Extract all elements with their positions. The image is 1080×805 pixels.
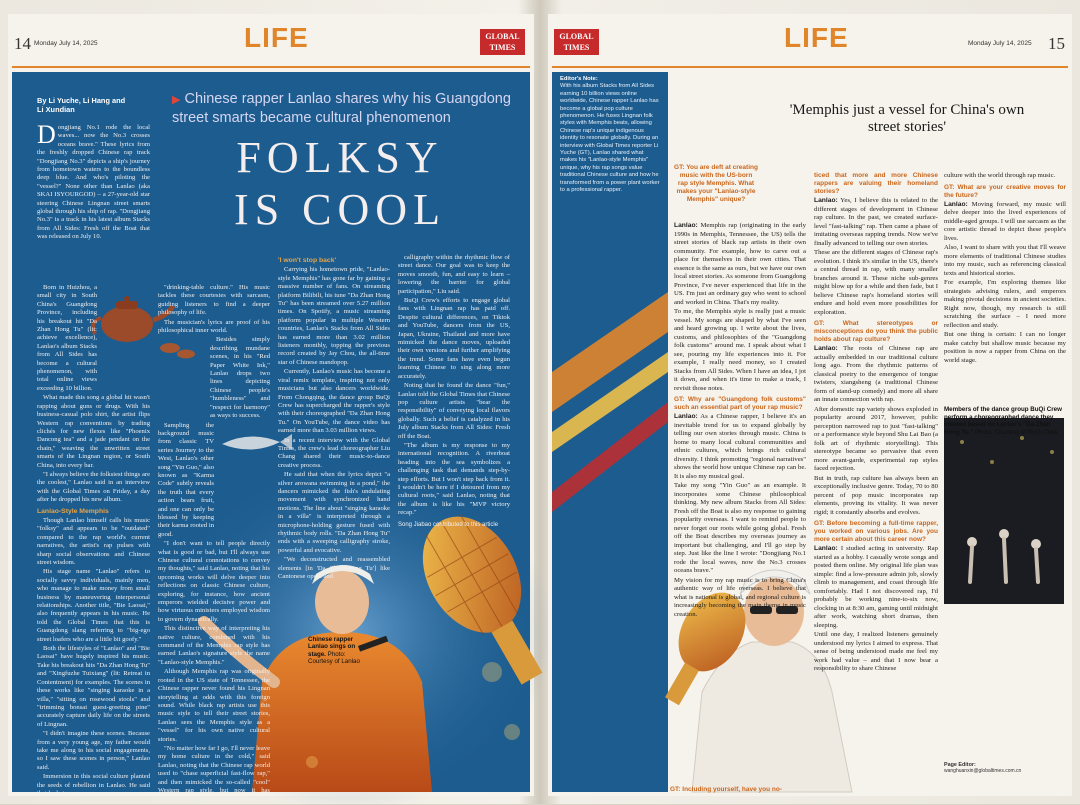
answer-text: To me, the Memphis style is really just a music vessel. My songs are shaped by what I've seen and heard growing up. I write about the lives, customs, and philosophies of the "Guangdong folk customs" around me. I speak about what I see, pouring my life experiences into it. For example, I really need money, so I created Stacks from All Sides. When I have an idea, I jot it down, and when it's time to make a track, I revisit those notes. — [674, 308, 806, 392]
paragraph: Born in Huizhou, a small city in South China's Guangdong Province, including his breakout hit "Da Zhan Hong Tu" (lit: achieve excellence), Lanlao's album Stacks from All Sides has become a cultural phenomenon, with total online views exceeding 10 billion. — [37, 284, 97, 392]
paragraph: "drinking-table culture." His music tackles these courtesies with sarcasm, guiding listeners to find a deeper philosophy of life. — [158, 284, 270, 317]
interview-story — [552, 72, 1068, 792]
speaker-label: Lanlao: — [674, 413, 698, 420]
byline-line: Li Xundian — [37, 105, 75, 114]
answer-text: As a Chinese rapper, I believe it's an inevitable trend for us to expand globally by telling our own stories through music. China is home to many local cultural communities and ethnic cultures, which brings rich cultural diversity. I think promoting "regional narratives" shows the world how unique Chinese rap can be. It is also my musical goal. — [674, 413, 806, 480]
editor-note-text: With his album Stacks from All Sides earning 10 billion views online worldwide, Chinese rapper Lanlao has become a global pop culture phenomenon. He fuses Lingnan folk styles with Memphis beats, allowing Chinese rap's unique indigenous identity to resonate globally. During an interview with Global Times reporter Li Yuche (GT), Lanlao shared what makes his "Lanlao-style Memphis" unique, why his rap songs value traditional Chinese culture and how he transformed from a power plant worker to a professional rapper. — [560, 83, 660, 194]
interview-column-c — [944, 172, 1066, 366]
paragraph: "No matter how far I go, I'll never leave my home culture in the cold," said Lanlao, noting that the Chinese rap world used to "chase superficial fast-flow rap," and then mimicked the so-called "cool" Western rap style, but now it has "discovered its own regional coolness." — [158, 744, 270, 803]
paragraph: Though Lanlao himself calls his music "folksy" and appears to be "outdated" compared to the rap world's current narratives, the artist's rap pulses with sharp social observations and Chinese street wisdom. — [37, 516, 150, 566]
gt-question: GT: Including yourself, have you no- — [670, 786, 782, 793]
global-times-logo: GLOBAL TIMES — [554, 29, 599, 55]
photo-credit: Photo: Courtesy of BuQi Crew — [975, 428, 1058, 436]
editor-note-title: Editor's Note: — [560, 76, 598, 82]
issue-date: Monday July 14, 2025 — [968, 40, 1032, 47]
speaker-label: Lanlao: — [814, 545, 838, 552]
paragraph: Currently, Lanlao's music has become a viral remix template, inspiring not only musicians but also dancers worldwide. From Chongqing, the dance group BuQi Crew has supercharged the rapper's style with their choreographed "Da Zhan Hong Tu." On YouTube, the dance video has earned more than 3.03 million views. — [278, 368, 390, 435]
column-1 — [37, 284, 150, 799]
title-line: FOLKSY — [236, 133, 444, 182]
right-page — [548, 14, 1072, 796]
subhead-text: Chinese rapper Lanlao shares why his Guangdong street smarts became cultural phenomenon — [172, 91, 511, 126]
paragraph: His stage name "Lanlao" refers to socially savvy individuals, mainly men, who manage to make money from small business by maneuvering interpersonal relationships. Another title, "Bie Laosai," also frequently appears in his music. He told the Global Times that this is Guangdong slang referring to "big-ego street loafers who are a little bit goofy." — [37, 568, 150, 643]
interview-column-b — [814, 172, 938, 675]
interview-column-a — [674, 222, 806, 620]
intro-paragraph — [37, 120, 150, 242]
gt-question: GT: You are deft at creating music with the US-born rap style Memphis. What makes your "Lanlao-style Memphis" unique? — [674, 164, 758, 203]
answer-text: But one thing is certain: I can no longer make catchy but shallow music because my position is now a rapper from China on the world stage. — [944, 331, 1066, 364]
answer-text: culture with the world through rap music. — [944, 172, 1056, 179]
answer-text: Also, I want to share with you that I'll weave more elements of traditional Chinese studies into my music, such as referencing classical texts and historical stories. — [944, 244, 1066, 277]
paragraph: calligraphy within the rhythmic flow of street dance. Our goal was to keep the moves smooth, fun, and easy to learn – lowering the barrier for global participation," Liu said. — [398, 254, 510, 295]
photo-caption — [944, 406, 1064, 436]
photo-caption — [308, 636, 366, 666]
paragraph: Sampling the background music from classic TV series Journey to the West, Lanlao's other song "Yin Guo," also known as "Karma Code" subtly reveals the truth that every action bears fruit, and one can only be blessed by keeping their karma rooted in good. — [158, 421, 214, 538]
paragraph: He said that when the lyrics depict "a silver arowana swimming in a pond," the dancers mimicked the fish's undulating movement with synchronized hand motions. The line about "singing karaoke in a villa" is interpreted through a microphone-holding gesture fused with rhythmic body rolls. "Da Zhan Hong Tu" ends with a sweeping calligraphy stroke, powerful and evocative. — [278, 471, 390, 554]
triangle-bullet-icon: ▶ — [172, 94, 181, 106]
answer-text: My vision for my rap music is to bring China's authentic way of life overseas. I believe that what is national is global, and regional culture is increasingly becoming the main theme in music creation. — [674, 576, 806, 618]
answer-text: These are the different stages of Chinese rap's evolution. I think it's similar in the US, there's a central thread in rap, with many smaller branches around it. These niche sub-genres might blow up for a while and then fade, but I believe Chinese rap's homeland stories will endure and hold even more possibilities for exploration. — [814, 249, 938, 316]
gt-question: GT: Before becoming a full-time rapper, you worked on various jobs. Are you more certain about this career now? — [814, 520, 938, 543]
paragraph: "The album is my response to my international recognition. A riverboat heading into the sea symbolizes a challenging task that demands step-by-step efforts. But I won't step back from it. I wouldn't be here if I detoured from my cultural roots," said Lanlao, noting that the album is like his "MVP victory recap." — [398, 441, 510, 517]
contributor-note: Song Jiabao contributed to this article — [398, 521, 499, 528]
paragraph: The musician's lyrics are proof of his philosophical inner world. — [158, 318, 270, 335]
speaker-label: Lanlao: — [814, 197, 838, 204]
paragraph: "I didn't imagine these scenes. Because from a very young age, my father would take me along to his social engagements, so I saw these scenes in person," Lanlao said. — [37, 730, 150, 771]
gt-question: ticed that more and more Chinese rappers are valuing their homeland stories? — [814, 172, 938, 195]
page-editor-label: Page Editor: — [944, 762, 976, 768]
gt-question: GT: What are your creative moves for the future? — [944, 183, 1066, 199]
speaker-label: Lanlao: — [944, 200, 968, 208]
paragraph: "I don't want to tell people directly what is good or bad, but I'll always use Chinese cultural connotations to convey my thoughts," said Lanlao, noting that his upcoming works will delve deeper into reflections on classic Chinese culture, exploring, for instance, how ancient emperors wielded decisive power and how virtuous ministers employed wisdom to govern dynamically. — [158, 540, 270, 623]
left-page — [8, 14, 534, 803]
column-3 — [278, 254, 390, 582]
column-2 — [158, 284, 270, 805]
paragraph: BuQi Crew's efforts to engage global fans with Lingnan rap has paid off. Despite cultural differences, on Tiktok and YouTube, dancers from the US, Japan, Ukraine, Thailand and more have mimicked the dance moves, uploaded their own versions and further amplifying the trend. Some fans have even begun learning Chinese to sing along more accurately. — [398, 297, 510, 380]
global-times-logo: GLOBAL TIMES — [480, 29, 525, 55]
paragraph: What made this song a global hit wasn't rapping about guns or drugs. With his business-casual polo shirt, the artist flips Western rap conventions by trading clichés for new flexes like "Phoenix Dancong tea" and a jade pendant on the chain," weaving the unwritten street smarts of the Lingnan region, or South China, into every bar. — [37, 394, 150, 469]
page-editor — [944, 762, 1054, 774]
feature-story — [12, 72, 530, 803]
answer-text: Memphis rap (originating in the early 1990s in Memphis, Tennessee, the US) tells the street stories of black rap artists in their own community. For example, how to carve out a place for themselves in their own cities. That essence is the same as ours, but we have our own local street stories. As someone from Guangdong Province, I've never experienced that life in the US. I'm just an ordinary guy who went to school and worked in China. That's my reality. — [674, 222, 806, 306]
photo-credit: Photo: Courtesy of Lanlao — [308, 650, 360, 666]
answer-text: For example, I'm exploring themes like strategists advising rulers, and emperors making pivotal decisions in ancient societies. Right now, though, my research is still scratching the surface – I need more reflection and study. — [944, 279, 1066, 329]
paragraph: Although Memphis rap was originally rooted in the US state of Tennessee, the Chinese rapper never found his Lingnan storytelling at odds with this foreign sound. While black rap artists use this music style to tell their street stories, Lanlao sees the Memphis style as a "vessel" for his own native cultural stories. — [158, 668, 270, 743]
interview-headline: 'Memphis just a vessel for China's own street stories' — [789, 102, 1025, 135]
section-rule — [12, 66, 530, 68]
answer-text: Until one day, I realized listeners genuinely understood my lyrics I aimed to express. That sense of being understood made me feel my work had value – and that I now bear a responsibility to share Chinese — [814, 631, 938, 672]
answer-text: After domestic rap variety shows exploded in popularity around 2017, however, public perception narrowed rap to just "fast-talking" or a performance style beyond Shu Lai Bao (a folk art of rhythmic storytelling). This stereotype became so pervasive that even more avant-garde, experimental rap styles faced rejection. — [814, 405, 938, 472]
paragraph: "We deconstructed and reassembled elements [in 'Da Zhan Hong Tu'] like Cantonese opera and — [278, 556, 390, 581]
answer-text: Moving forward, my music will delve deeper into the lived experiences of middle-aged groups. I will use sarcasm as the core artistic thread to depict these people's lives. — [944, 200, 1066, 242]
section-heading: Lanlao-Style Memphis — [37, 507, 109, 515]
title-line: IS COOL — [234, 185, 446, 234]
paragraph: Carrying his hometown pride, "Lanlao-style Memphis" has gone far by gaining a massive number of fans. On streaming platform Bilibili, his tune "Da Zhan Hong Tu" has been streamed over 5.27 million times. On Spotify, a music streaming platform popular in multiple Western countries, Lanlao's Stacks from All Sides has earned more than 3.02 million listeners monthly, topping the previous record created by Jay Chou, the all-time star of Chinese mandopop. — [278, 266, 390, 366]
gt-question: GT: What stereotypes or misconceptions do you think the public holds about rap culture? — [814, 320, 938, 343]
story-subhead — [172, 90, 522, 127]
column-4 — [398, 254, 510, 530]
section-rule — [552, 66, 1068, 68]
paragraph: This distinctive way of interpreting his native culture, combined with his command of the Memphis rap style has earned Lanlao's signature style the name "Lanlao-style Memphis." — [158, 625, 270, 666]
section-title: LIFE — [784, 22, 849, 53]
left-masthead — [8, 14, 534, 64]
answer-text: Take my song "Yin Guo" as an example. It incorporates some Chinese philosophical thinking. My new album Stacks from All Sides: Fresh off the Boat is also my response to gaining popularity overseas. I want to remind people to never forget our roots while going global. Fresh off the Boat describes my overseas journey as important but challenging, and I'll go step by step. Just like the line I wrote: "Dongjiang No.1 rode the local waves, now the No.3 crosses oceans brave." — [674, 482, 806, 574]
gt-question: GT: Why are "Guangdong folk customs" such an essential part of your rap music? — [674, 396, 806, 411]
page-number: 15 — [1048, 34, 1065, 53]
story-title — [210, 132, 470, 236]
section-heading: 'I won't stop back' — [278, 257, 337, 264]
intro-text: ongjiang No.1 rode the local waves... now the No.3 crosses oceans brave." These lyrics from the freshly dropped Chinese rap track "Dongjiang No.3" depicts a ship's journey from hometown waters to the boundless deep blue. And who's piloting the "vessel?" None other than Lanlao (aka SKAI ISYOURGOD) – a 27-year-old star steering Chinese Lingnan street smarts global through his ship of rap. "Dongjiang No.3" is a track in his latest album Stacks from All Sides: Fresh off the Boat that was released on July 10. — [37, 124, 150, 241]
answer-text: But in truth, rap culture has always been an exceptionally inclusive genre. Today, 70 to 80 percent of pop music incorporates rap elements, proving its vitality. It was never rigid; it constantly absorbs and evolves. — [814, 474, 938, 516]
paragraph: "I always believe the folksiest things are the coolest," Lanlao said in an interview with the Global Times on Friday, a day after he dropped his new album. — [37, 470, 150, 504]
speaker-label: Lanlao: — [814, 345, 838, 352]
answer-text: The roots of Chinese rap are actually embedded in our traditional culture long ago. From the rhythmic patterns of classical poetry to the emergence of tongue twisters, xiangsheng (a traditional Chinese form of stand-up comedy) and more all share an innate connection with rap. — [814, 345, 938, 403]
drop-cap: D — [37, 120, 56, 149]
answer-text: I studied acting in university. Rap started as a hobby. I casually wrote songs and posted them online. My original life plan was simple: find a low-pressure admin job, slowly climb to management, and coast through life comfortably. Had I not discovered rap, I'd probably be working nine-to-six now, clocking in at 8:30 am, gaming until midnight after work, watching short dramas, then sleeping. — [814, 545, 938, 629]
right-masthead — [548, 14, 1072, 64]
speaker-label: Lanlao: — [674, 222, 698, 229]
paragraph: In a recent interview with the Global Times, the crew's lead choreographer Liu Chang shared their music-to-dance creative process. — [278, 436, 390, 469]
paragraph: Immersion in this social culture planted the seeds of rebellion in Lanlao. He said that he hates — [37, 773, 150, 797]
paragraph: Besides simply describing mundane scenes, in his "Red Paper White Ink," Lanlao drops two lines depicting Chinese people's "humbleness" and "respect for harmony" as ways to success. — [210, 336, 270, 420]
paragraph: Noting that he found the dance "fun," Lanlao told the Global Times that Chinese pop culture artists "bear the responsibility" of conveying local flavors globally. Such a belief is catalyzed in his July album Stacks from All Sides: Fresh off the Boat. — [398, 382, 510, 440]
issue-date: Monday July 14, 2025 — [34, 40, 98, 47]
byline-line: By Li Yuche, Li Hang and — [37, 96, 126, 105]
page-editor-email: wanghuanxin@globaltimes.com.cn — [944, 768, 1022, 774]
answer-text: Yes, I believe this is related to the different stages of development in Chinese rap culture. In the past, we created surface-level "fast-talking" rap. Then came a phase of imitating overseas rapping trends. Now we've finally advanced to telling our own stories. — [814, 197, 938, 247]
caption-text: Members of the dance group BuQi Crew perform a choreographed dance they created based on Lanlao's "Da Zhan Hong Tu." — [944, 406, 1062, 436]
section-title: LIFE — [244, 22, 309, 53]
page-number: 14 — [14, 34, 31, 53]
byline — [37, 96, 125, 114]
paragraph: Both the lifestyles of "Lanlao" and "Bie Laosai" have hugely inspired his music. Take his breakout hits "Da Zhan Hong Tu" and "Xingfuzhe Tuixiang" (lit: Retreat in Contentment) for examples. The scenes in these works like "singing karaoke in a villa," "sitting on rosewood stools" and "trimming bonsai guest-greeting pine" accurately capture daily life on the streets of Lingnan. — [37, 645, 150, 728]
caption-text: Chinese rapper Lanlao sings on stage. — [308, 636, 356, 658]
